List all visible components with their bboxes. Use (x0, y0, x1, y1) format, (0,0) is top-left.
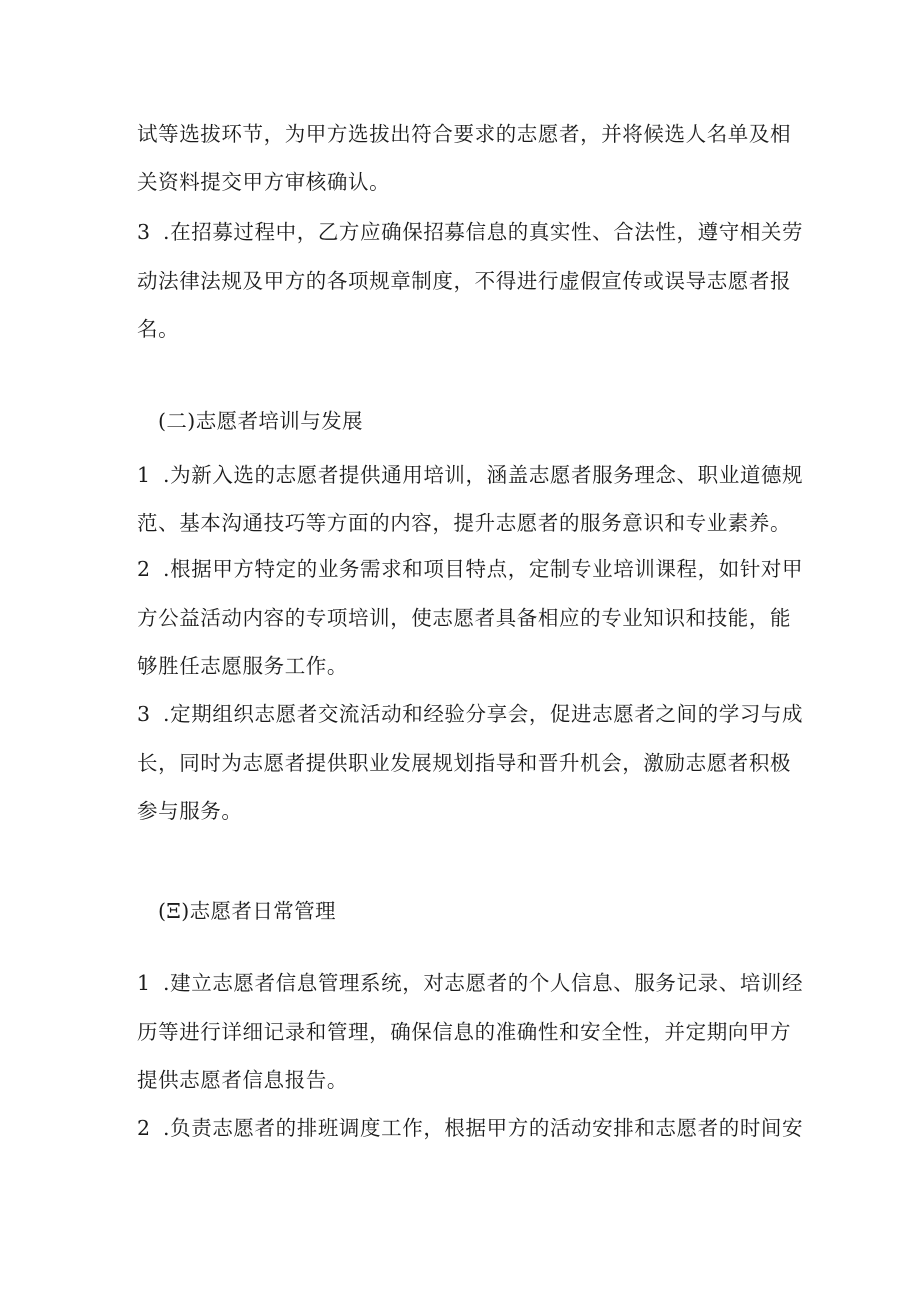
item-text: .建立志愿者信息管理系统，对志愿者的个人信息、服务记录、培训经 (163, 971, 804, 995)
item-text: .定期组织志愿者交流活动和经验分享会，促进志愿者之间的学习与成 (163, 702, 804, 726)
paragraph-line: 参与服务。 (137, 799, 243, 823)
section-heading: (二)志愿者培训与发展 (158, 409, 363, 433)
paragraph-line: 试等选拔环节，为甲方选拔出符合要求的志愿者，并将候选人名单及相 (137, 122, 792, 146)
list-item (137, 969, 803, 997)
item-text: .负责志愿者的排班调度工作，根据甲方的活动安排和志愿者的时间安 (163, 1116, 804, 1140)
list-item (137, 555, 803, 583)
list-item (137, 700, 803, 728)
item-number: 3 (137, 220, 151, 244)
list-item (137, 1114, 803, 1142)
list-item (137, 461, 803, 489)
paragraph-line: 提供志愿者信息报告。 (137, 1068, 348, 1092)
section-heading: (Ξ)志愿者日常管理 (158, 899, 336, 923)
item-number: 2 (137, 557, 151, 581)
paragraph-line: 方公益活动内容的专项培训，使志愿者具备相应的专业知识和技能，能 (137, 606, 792, 630)
list-item (137, 218, 803, 246)
item-number: 1 (137, 971, 151, 995)
item-number: 3 (137, 702, 151, 726)
paragraph-line: 长，同时为志愿者提供职业发展规划指导和晋升机会，激励志愿者积极 (137, 751, 792, 775)
item-text: .为新入选的志愿者提供通用培训，涵盖志愿者服务理念、职业道德规 (163, 463, 804, 487)
item-text: .在招募过程中，乙方应确保招募信息的真实性、合法性，遵守相关劳 (163, 220, 804, 244)
paragraph-line: 够胜任志愿服务工作。 (137, 654, 348, 678)
item-number: 1 (137, 463, 151, 487)
paragraph-line: 范、基本沟通技巧等方面的内容，提升志愿者的服务意识和专业素养。 (137, 511, 792, 535)
item-text: .根据甲方特定的业务需求和项目特点，定制专业培训课程，如针对甲 (163, 557, 804, 581)
paragraph-line: 名。 (137, 317, 180, 341)
item-number: 2 (137, 1116, 151, 1140)
paragraph-line: 历等进行详细记录和管理，确保信息的准确性和安全性，并定期向甲方 (137, 1020, 792, 1044)
paragraph-line: 动法律法规及甲方的各项规章制度，不得进行虚假宣传或误导志愿者报 (137, 269, 792, 293)
paragraph-line: 关资料提交甲方审核确认。 (137, 170, 391, 194)
